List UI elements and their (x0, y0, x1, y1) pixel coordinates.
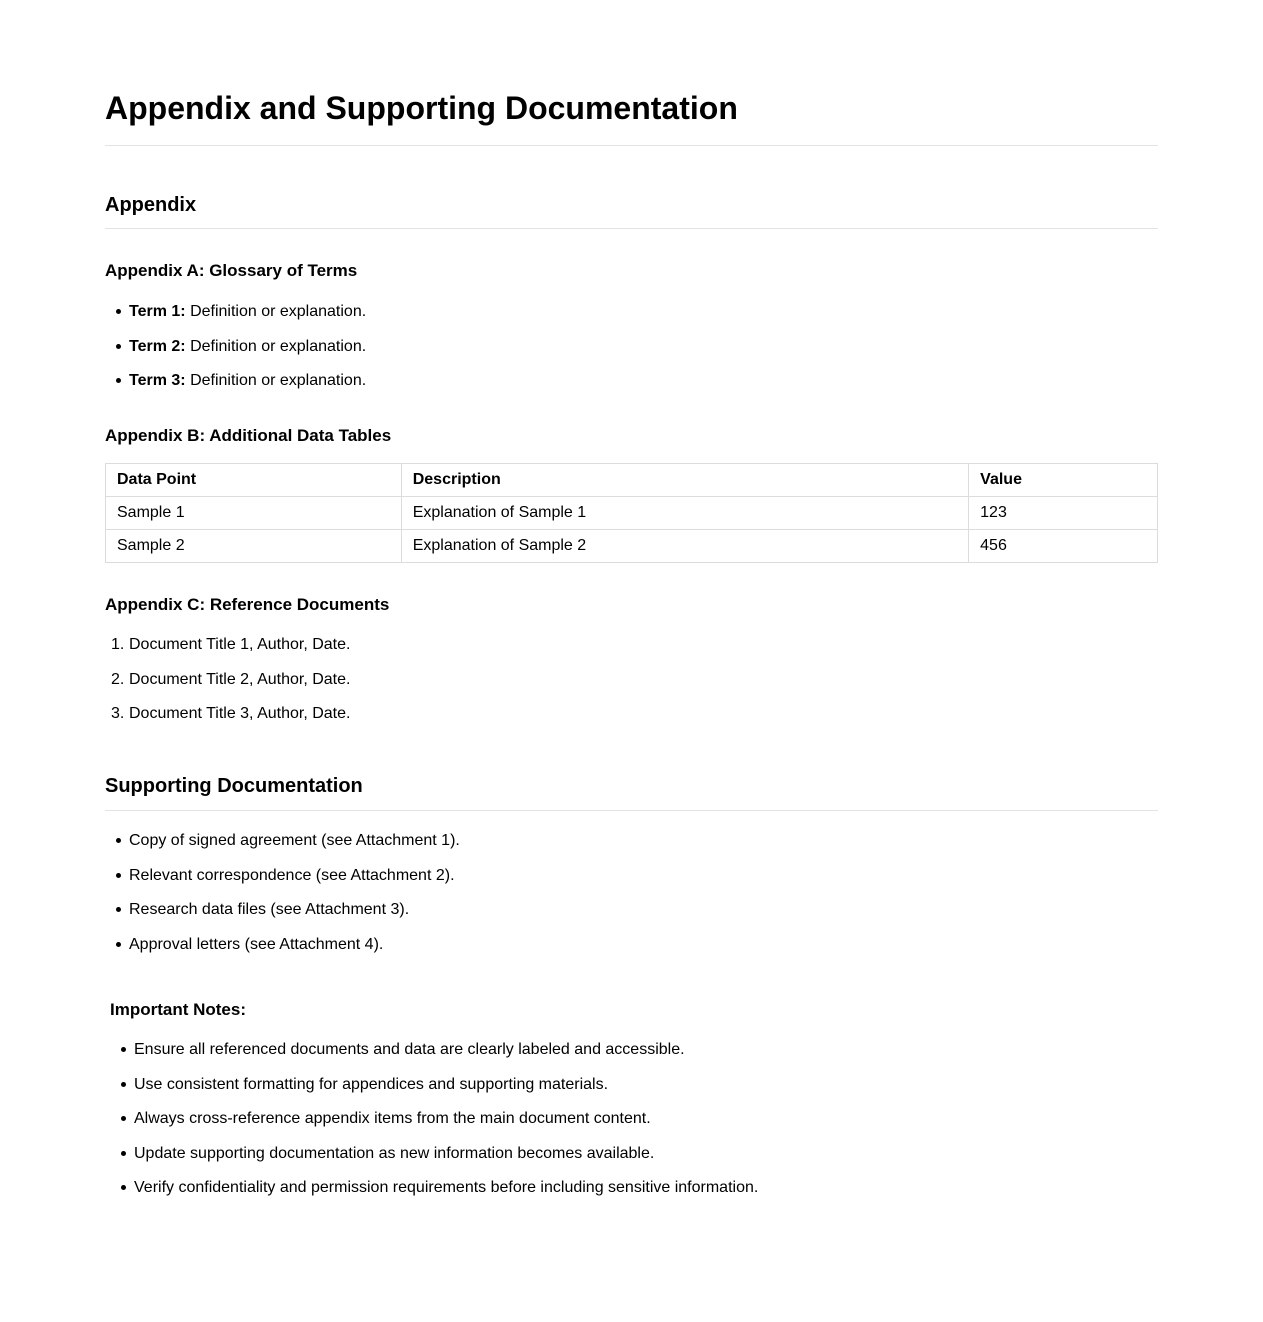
glossary-definition: Definition or explanation. (190, 303, 367, 320)
title-divider (105, 145, 1158, 146)
references-heading: Appendix C: Reference Documents (105, 595, 390, 614)
table-cell: Sample 2 (106, 530, 402, 563)
reference-item (105, 670, 350, 705)
reference-number: 1. (111, 636, 125, 653)
glossary-term: Term 2: (129, 337, 186, 355)
appendix-divider (105, 228, 1158, 229)
note-item: Always cross-reference appendix items from the main document content. (110, 1109, 758, 1144)
note-item: Ensure all referenced documents and data are clearly labeled and accessible. (110, 1040, 758, 1075)
glossary-item (105, 302, 366, 337)
column-header: Value (969, 464, 1158, 497)
glossary-term: Term 1: (129, 303, 186, 320)
glossary-definition: Definition or explanation. (190, 372, 367, 389)
supporting-item: Research data files (see Attachment 3). (105, 900, 460, 935)
column-header: Data Point (106, 464, 402, 497)
supporting-item: Relevant correspondence (see Attachment 2). (105, 866, 460, 901)
table-cell: 123 (969, 497, 1158, 530)
glossary-list (105, 302, 366, 406)
table-cell: Explanation of Sample 1 (401, 497, 968, 530)
notes-heading: Important Notes: (110, 1000, 246, 1019)
glossary-heading: Appendix A: Glossary of Terms (105, 261, 358, 280)
note-item: Verify confidentiality and permission requirements before including sensitive information. (110, 1178, 758, 1213)
table-cell: Explanation of Sample 2 (401, 530, 968, 563)
glossary-item (105, 337, 366, 372)
glossary-term: Term 3: (129, 372, 186, 389)
table-cell: Sample 1 (106, 497, 402, 530)
reference-number: 2. (111, 670, 125, 688)
glossary-item (105, 371, 366, 406)
data-tables-heading: Appendix B: Additional Data Tables (105, 426, 392, 445)
reference-text: Document Title 2, Author, Date. (129, 670, 351, 688)
note-item: Update supporting documentation as new information becomes available. (110, 1144, 758, 1179)
note-item: Use consistent formatting for appendices and supporting materials. (110, 1075, 758, 1110)
data-table (105, 463, 1158, 563)
page-title: Appendix and Supporting Documentation (105, 90, 738, 126)
appendix-heading: Appendix (105, 194, 197, 216)
supporting-item: Copy of signed agreement (see Attachment 1). (105, 831, 460, 866)
supporting-item: Approval letters (see Attachment 4). (105, 935, 460, 970)
notes-list (110, 1040, 758, 1213)
supporting-list (105, 831, 460, 969)
table-cell: 456 (969, 530, 1158, 563)
column-header: Description (401, 464, 968, 497)
glossary-definition: Definition or explanation. (190, 337, 367, 355)
supporting-divider (105, 810, 1158, 811)
reference-text: Document Title 3, Author, Date. (129, 705, 351, 722)
table-row (106, 497, 1158, 530)
reference-item (105, 704, 350, 739)
references-list (105, 635, 350, 739)
table-row (106, 530, 1158, 563)
table-header-row (106, 464, 1158, 497)
reference-text: Document Title 1, Author, Date. (129, 636, 351, 653)
supporting-heading: Supporting Documentation (105, 775, 363, 797)
reference-item (105, 635, 350, 670)
reference-number: 3. (111, 705, 125, 722)
